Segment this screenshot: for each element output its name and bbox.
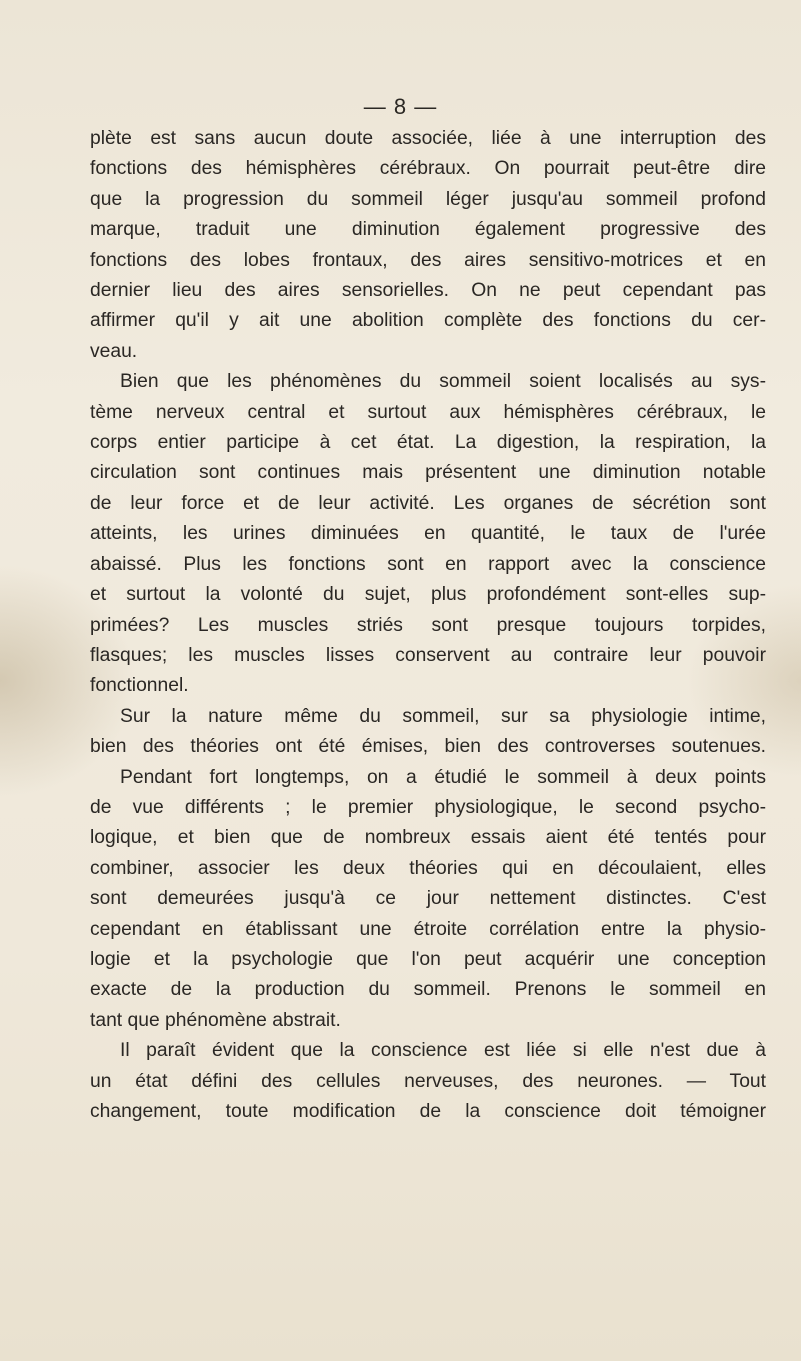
text-line: logie et la psychologie que l'on peut acquérir une conception — [90, 948, 766, 970]
text-line: primées? Les muscles striés sont presque toujours torpides, — [90, 614, 766, 636]
text-line: cependant en établissant une étroite corrélation entre la physio- — [90, 918, 766, 940]
text-line: de leur force et de leur activité. Les organes de sécrétion sont — [90, 492, 766, 514]
text-line: bien des théories ont été émises, bien des controverses soutenues. — [90, 736, 766, 758]
text-line: dernier lieu des aires sensorielles. On ne peut cependant pas — [90, 280, 766, 302]
text-line: un état défini des cellules nerveuses, des neurones. — Tout — [90, 1070, 766, 1092]
body-text — [90, 124, 766, 1127]
text-line: changement, toute modification de la conscience doit témoigner — [90, 1101, 766, 1122]
text-line: veau. — [90, 340, 138, 362]
text-line: exacte de la production du sommeil. Prenons le sommeil en — [90, 979, 766, 1001]
page-number: — 8 — — [363, 94, 438, 119]
text-line: tant que phénomène abstrait. — [90, 1009, 341, 1031]
text-line: corps entier participe à cet état. La digestion, la respiration, la — [90, 432, 766, 454]
text-line: Sur la nature même du sommeil, sur sa physiologie intime, — [120, 705, 766, 727]
text-line: combiner, associer les deux théories qui en découlaient, elles — [90, 857, 766, 879]
text-line: abaissé. Plus les fonctions sont en rapport avec la conscience — [90, 553, 766, 575]
text-line: affirmer qu'il y ait une abolition complète des fonctions du cer- — [90, 310, 766, 332]
text-line: flasques; les muscles lisses conservent au contraire leur pouvoir — [90, 644, 766, 666]
text-line: fonctions des lobes frontaux, des aires sensitivo-motrices et en — [90, 249, 766, 271]
text-line: Bien que les phénomènes du sommeil soient localisés au sys- — [120, 371, 766, 393]
text-line: plète est sans aucun doute associée, liée à une interruption des — [90, 128, 766, 149]
text-line: logique, et bien que de nombreux essais aient été tentés pour — [90, 827, 766, 849]
text-line: Il paraît évident que la conscience est liée si elle n'est due à — [120, 1040, 766, 1062]
text-line: et surtout la volonté du sujet, plus profondément sont-elles sup- — [90, 584, 766, 606]
text-line: Pendant fort longtemps, on a étudié le sommeil à deux points — [120, 766, 766, 788]
text-line: sont demeurées jusqu'à ce jour nettement distinctes. C'est — [90, 888, 766, 910]
text-line: tème nerveux central et surtout aux hémisphères cérébraux, le — [90, 401, 766, 423]
text-line: marque, traduit une diminution également progressive des — [90, 219, 766, 241]
text-line: circulation sont continues mais présentent une diminution notable — [90, 462, 766, 484]
text-line: atteints, les urines diminuées en quantité, le taux de l'urée — [90, 523, 766, 545]
text-line: que la progression du sommeil léger jusqu'au sommeil profond — [90, 188, 766, 210]
text-line: fonctionnel. — [90, 675, 189, 697]
text-line: fonctions des hémisphères cérébraux. On pourrait peut-être dire — [90, 158, 766, 180]
text-line: de vue différents ; le premier physiologique, le second psycho- — [90, 796, 766, 818]
